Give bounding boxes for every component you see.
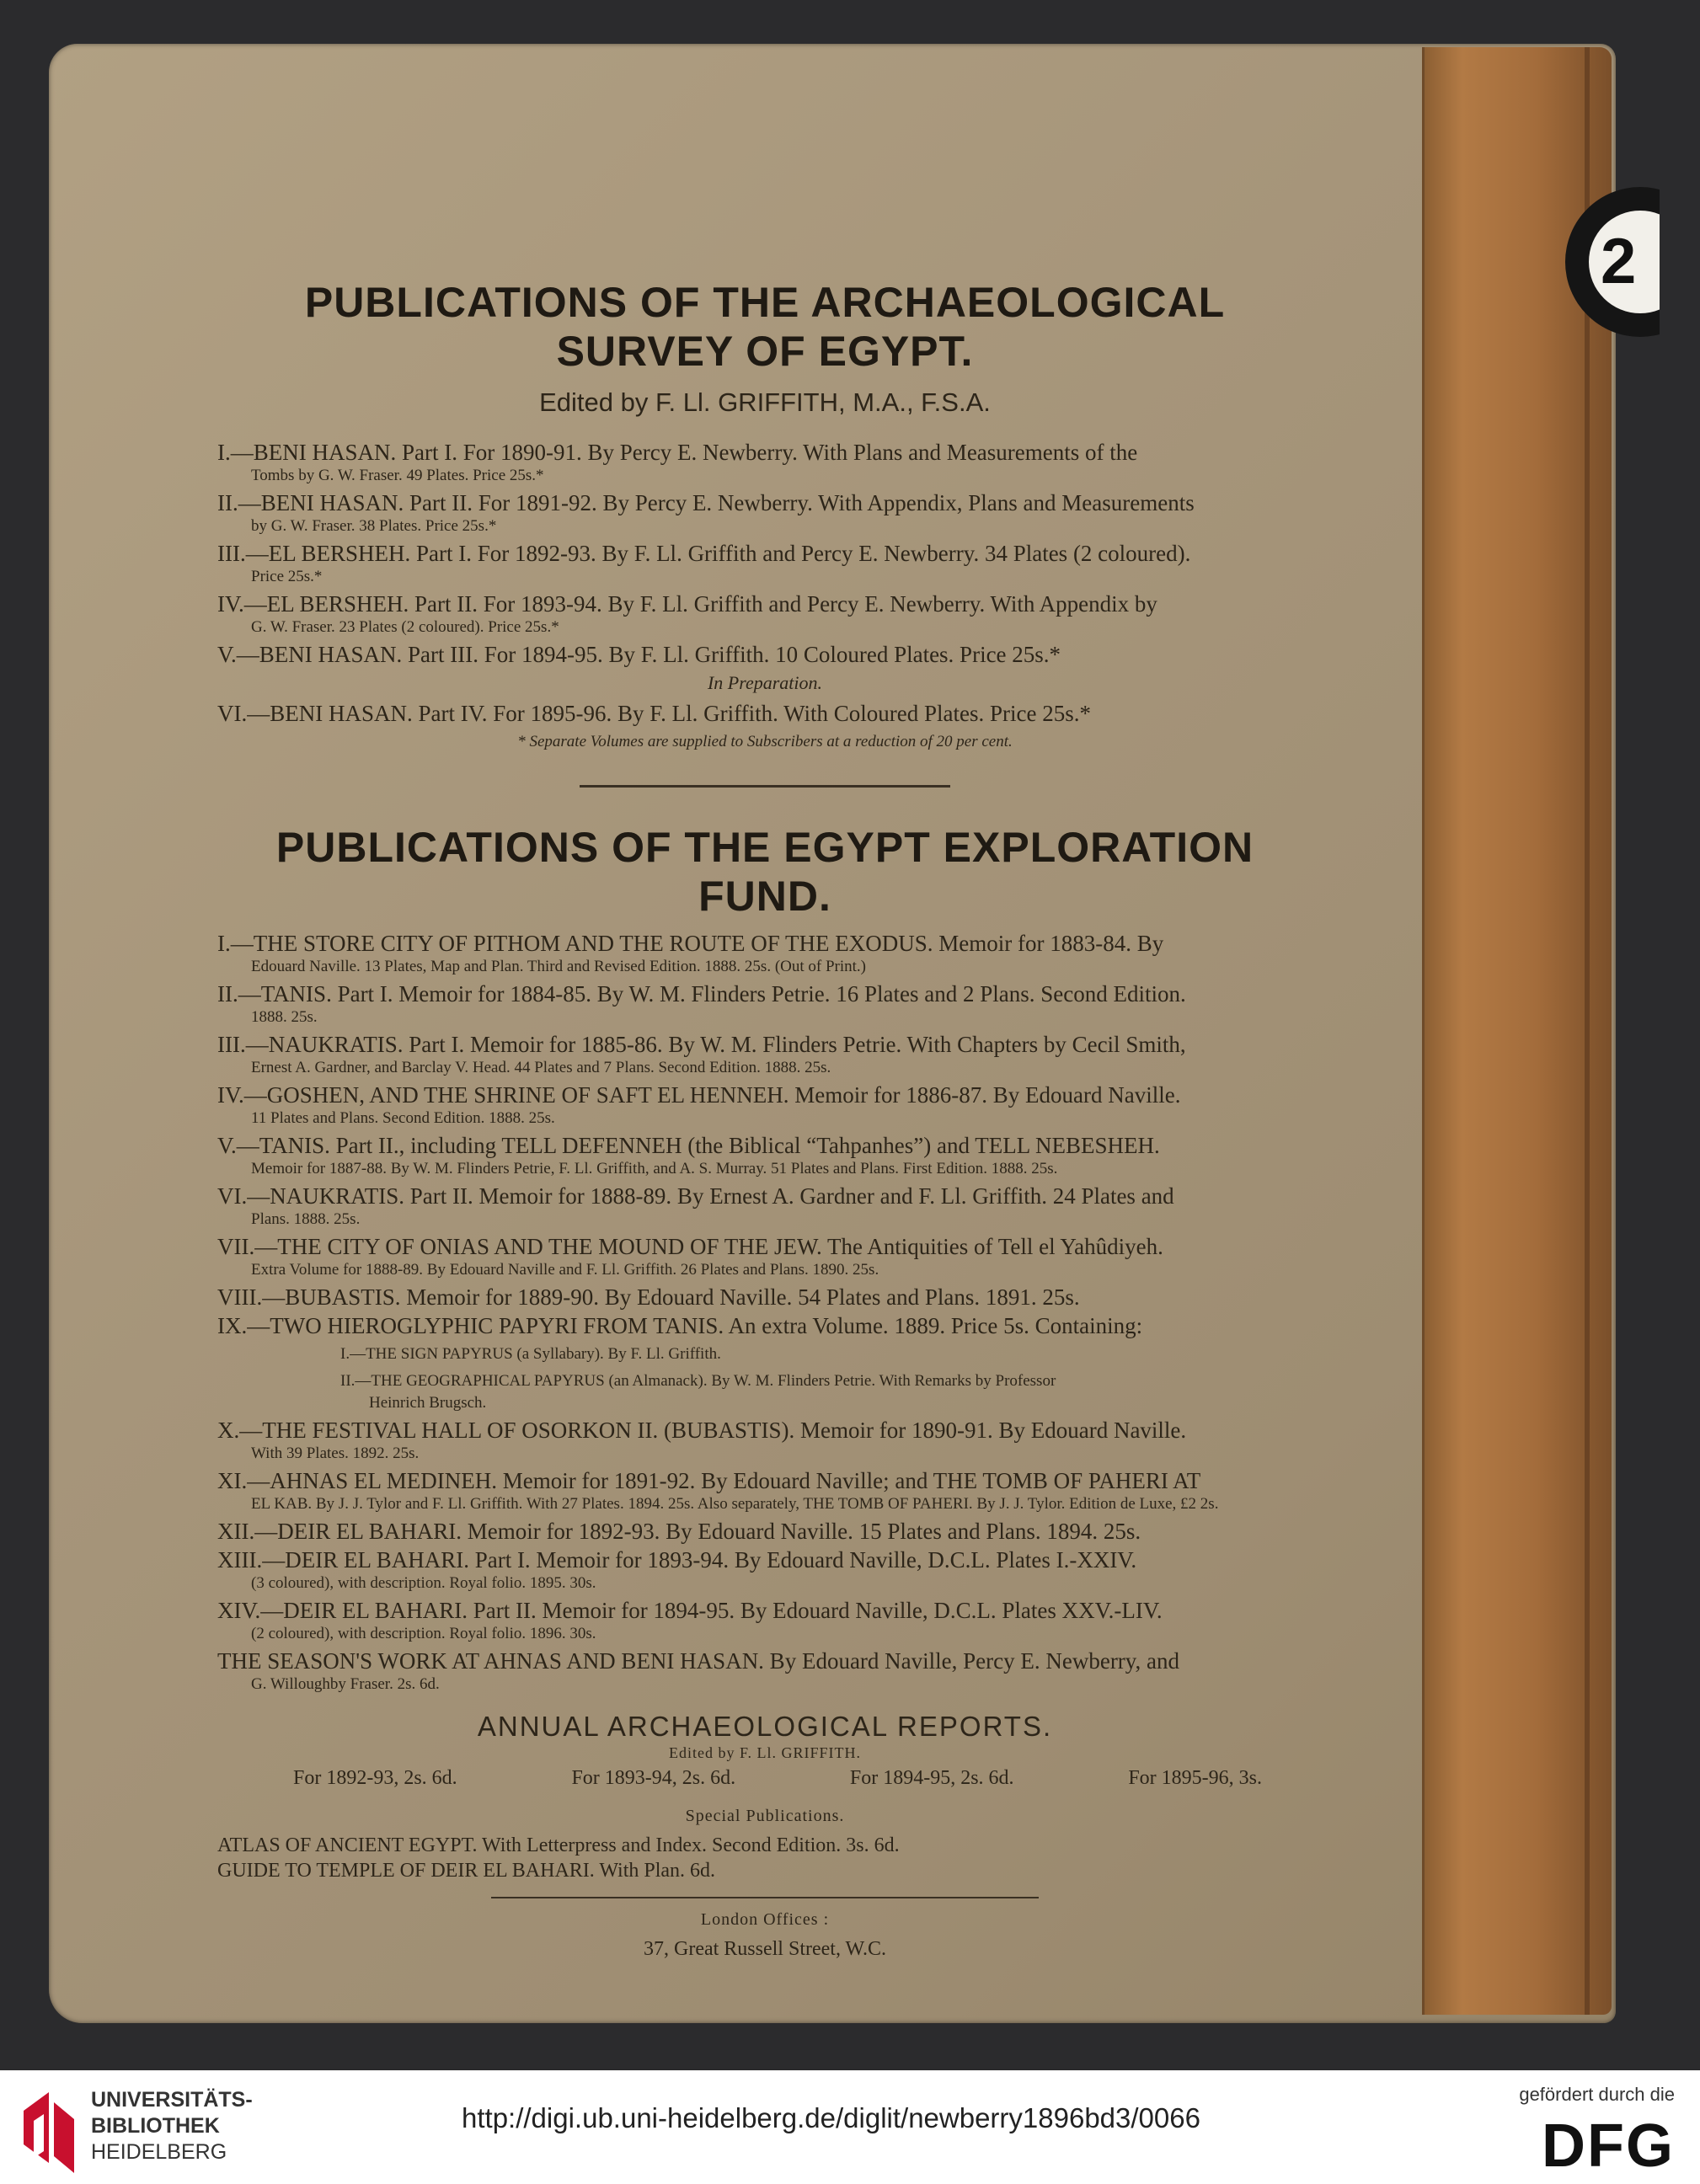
entry-line: I.—THE STORE CITY OF PITHOM AND THE ROUTE OF THE EXODUS. Memoir for 1883-84. By: [217, 931, 1164, 956]
report-year: For 1893-94, 2s. 6d.: [571, 1767, 736, 1789]
list-item: [217, 441, 1312, 487]
list-item: [217, 593, 1312, 638]
entry-line: V.—BENI HASAN. Part III. For 1894-95. By F. Ll. Griffith. 10 Coloured Plates. Price 25s.*: [217, 642, 1061, 667]
entry-detail: 1888. 25s.: [251, 1008, 318, 1026]
list-item: [217, 1236, 1312, 1281]
funded-by-label: gefördert durch die: [1519, 2084, 1675, 2105]
offices-label: London Offices :: [700, 1910, 830, 1929]
reports-heading: ANNUAL ARCHAEOLOGICAL REPORTS.: [477, 1711, 1053, 1742]
entry-line: II.—BENI HASAN. Part II. For 1891-92. By Percy E. Newberry. With Appendix, Plans and Measurements: [217, 490, 1195, 515]
entry-detail: Memoir for 1887-88. By W. M. Flinders Petrie, F. Ll. Griffith, and A. S. Murray. 51 Plates and Plans. First Edition. 1888. 25s.: [251, 1160, 1058, 1177]
list-item: [217, 1135, 1312, 1180]
list-item: [217, 492, 1312, 537]
entry-detail: G. W. Fraser. 23 Plates (2 coloured). Price 25s.*: [251, 618, 559, 636]
entry-line: XI.—AHNAS EL MEDINEH. Memoir for 1891-92. By Edouard Naville; and THE TOMB OF PAHERI AT: [217, 1468, 1201, 1493]
section-divider: [580, 785, 950, 788]
list-item: [217, 1286, 1312, 1310]
report-year: For 1894-95, 2s. 6d.: [849, 1767, 1014, 1789]
list-item: [217, 542, 1312, 588]
entry-line: THE SEASON'S WORK AT AHNAS AND BENI HASAN. By Edouard Naville, Percy E. Newberry, and: [217, 1648, 1180, 1674]
entry-line: XII.—DEIR EL BAHARI. Memoir for 1892-93. By Edouard Naville. 15 Plates and Plans. 1894. 25s.: [217, 1519, 1141, 1544]
special-heading: Special Publications.: [685, 1807, 845, 1825]
survey-heading: PUBLICATIONS OF THE ARCHAEOLOGICAL SURVEY OF EGYPT.: [304, 279, 1226, 375]
library-name-line: UNIVERSITÄTS-: [91, 2088, 253, 2112]
entry-line: IV.—GOSHEN, AND THE SHRINE OF SAFT EL HENNEH. Memoir for 1886-87. By Edouard Naville.: [217, 1082, 1181, 1108]
scan-edge: [1660, 168, 1700, 362]
entry-detail: Heinrich Brugsch.: [369, 1394, 487, 1412]
entry-detail: Edouard Naville. 13 Plates, Map and Plan. Third and Revised Edition. 1888. 25s. (Out of Print.): [251, 958, 866, 975]
entry-detail: Ernest A. Gardner, and Barclay V. Head. 44 Plates and 7 Plans. Second Edition. 1888. 25s.: [251, 1059, 831, 1076]
entry-detail: EL KAB. By J. J. Tylor and F. Ll. Griffith. With 27 Plates. 1894. 25s. Also separately, THE TOMB OF PAHERI. By J. J. Tylor. Edition de Luxe, £2 2s.: [251, 1495, 1219, 1513]
library-logo-icon: [15, 2085, 83, 2178]
entry-line: IV.—EL BERSHEH. Part II. For 1893-94. By F. Ll. Griffith and Percy E. Newberry. With Appendix by: [217, 591, 1157, 617]
entry-line: II.—THE GEOGRAPHICAL PAPYRUS (an Almanack). By W. M. Flinders Petrie. With Remarks by Professor: [340, 1372, 1056, 1390]
list-item: [217, 1549, 1312, 1594]
reports-years: [217, 1762, 1312, 1790]
list-item: [217, 1343, 1312, 1365]
reports-editor: Edited by F. Ll. GRIFFITH.: [668, 1744, 862, 1761]
list-item: [217, 1650, 1312, 1695]
list-item: [217, 702, 1312, 726]
entry-line: III.—EL BERSHEH. Part I. For 1892-93. By F. Ll. Griffith and Percy E. Newberry. 34 Plates (2 coloured).: [217, 541, 1191, 566]
entry-line: II.—TANIS. Part I. Memoir for 1884-85. By W. M. Flinders Petrie. 16 Plates and 2 Plans. Second Edition.: [217, 981, 1186, 1007]
entry-detail: Plans. 1888. 25s.: [251, 1210, 361, 1228]
dfg-logo: DFG: [1542, 2112, 1675, 2180]
entry-detail: G. Willoughby Fraser. 2s. 6d.: [251, 1675, 440, 1693]
fund-heading: PUBLICATIONS OF THE EGYPT EXPLORATION FUND.: [275, 824, 1254, 920]
entry-line: XIV.—DEIR EL BAHARI. Part II. Memoir for 1894-95. By Edouard Naville, D.C.L. Plates XXV.-LIV.: [217, 1598, 1163, 1623]
cover-text: [217, 278, 1312, 1961]
list-item: [217, 1185, 1312, 1231]
entry-detail: 11 Plates and Plans. Second Edition. 1888. 25s.: [251, 1109, 555, 1127]
entry-line: VIII.—BUBASTIS. Memoir for 1889-90. By Edouard Naville. 54 Plates and Plans. 1891. 25s.: [217, 1284, 1080, 1310]
list-item: [217, 983, 1312, 1028]
entry-line: I.—THE SIGN PAPYRUS (a Syllabary). By F. Ll. Griffith.: [340, 1345, 721, 1363]
list-item: [217, 1470, 1312, 1515]
entry-line: VI.—BENI HASAN. Part IV. For 1895-96. By F. Ll. Griffith. With Coloured Plates. Price 25s.*: [217, 701, 1091, 726]
list-item: [217, 932, 1312, 978]
entry-line: VII.—THE CITY OF ONIAS AND THE MOUND OF THE JEW. The Antiquities of Tell el Yahûdiyeh.: [217, 1234, 1163, 1259]
in-preparation-label: In Preparation.: [707, 672, 823, 693]
report-year: For 1895-96, 3s.: [1128, 1767, 1262, 1789]
list-item: [217, 1315, 1312, 1338]
entry-line: X.—THE FESTIVAL HALL OF OSORKON II. (BUBASTIS). Memoir for 1890-91. By Edouard Naville.: [217, 1418, 1187, 1443]
volume-number: 2: [1589, 211, 1692, 313]
list-item: [217, 1520, 1312, 1544]
entry-detail: Extra Volume for 1888-89. By Edouard Naville and F. Ll. Griffith. 26 Plates and Plans. 1890. 25s.: [251, 1261, 879, 1279]
list-item: [217, 1033, 1312, 1079]
list-item: [217, 1084, 1312, 1129]
entry-detail: (2 coloured), with description. Royal folio. 1896. 30s.: [251, 1625, 596, 1642]
entry-line: I.—BENI HASAN. Part I. For 1890-91. By Percy E. Newberry. With Plans and Measurements of the: [217, 440, 1138, 465]
offices-divider: [491, 1897, 1039, 1898]
special-item: GUIDE TO TEMPLE OF DEIR EL BAHARI. With Plan. 6d.: [217, 1860, 716, 1882]
fund-list: [217, 932, 1312, 1695]
entry-line: V.—TANIS. Part II., including TELL DEFENNEH (the Biblical “Tahpanhes”) and TELL NEBESHEH.: [217, 1133, 1160, 1158]
list-item: [217, 643, 1312, 667]
list-item: [217, 1370, 1312, 1414]
list-item: [217, 1419, 1312, 1465]
report-year: For 1892-93, 2s. 6d.: [293, 1767, 457, 1789]
library-name: [91, 2087, 253, 2165]
entry-line: VI.—NAUKRATIS. Part II. Memoir for 1888-89. By Ernest A. Gardner and F. Ll. Griffith. 24 Plates and: [217, 1183, 1174, 1209]
list-item: [217, 1599, 1312, 1645]
entry-line: IX.—TWO HIEROGLYPHIC PAPYRI FROM TANIS. An extra Volume. 1889. Price 5s. Containing:: [217, 1313, 1143, 1338]
offices-address: 37, Great Russell Street, W.C.: [644, 1938, 886, 1960]
survey-editor: Edited by F. Ll. GRIFFITH, M.A., F.S.A.: [539, 387, 991, 417]
library-name-line: BIBLIOTHEK: [91, 2114, 220, 2138]
subscriber-note: * Separate Volumes are supplied to Subscribers at a reduction of 20 per cent.: [517, 733, 1013, 750]
entry-line: III.—NAUKRATIS. Part I. Memoir for 1885-86. By W. M. Flinders Petrie. With Chapters by Cecil Smith,: [217, 1032, 1186, 1057]
entry-detail: by G. W. Fraser. 38 Plates. Price 25s.*: [251, 517, 497, 535]
entry-detail: With 39 Plates. 1892. 25s.: [251, 1444, 420, 1462]
library-name-line: HEIDELBERG: [91, 2140, 227, 2164]
special-item: ATLAS OF ANCIENT EGYPT. With Letterpress and Index. Second Edition. 3s. 6d.: [217, 1834, 900, 1856]
entry-line: XIII.—DEIR EL BAHARI. Part I. Memoir for 1893-94. By Edouard Naville, D.C.L. Plates I.-XXIV.: [217, 1547, 1137, 1573]
permalink-url[interactable]: http://digi.ub.uni-heidelberg.de/diglit/newberry1896bd3/0066: [462, 2102, 1200, 2133]
entry-detail: (3 coloured), with description. Royal folio. 1895. 30s.: [251, 1574, 596, 1592]
survey-list: [217, 441, 1312, 667]
viewer-footer: [0, 2070, 1700, 2184]
spine-stripe: [1585, 47, 1590, 2015]
book-spine: [1422, 47, 1612, 2015]
entry-detail: Price 25s.*: [251, 568, 323, 585]
entry-detail: Tombs by G. W. Fraser. 49 Plates. Price 25s.*: [251, 467, 544, 484]
